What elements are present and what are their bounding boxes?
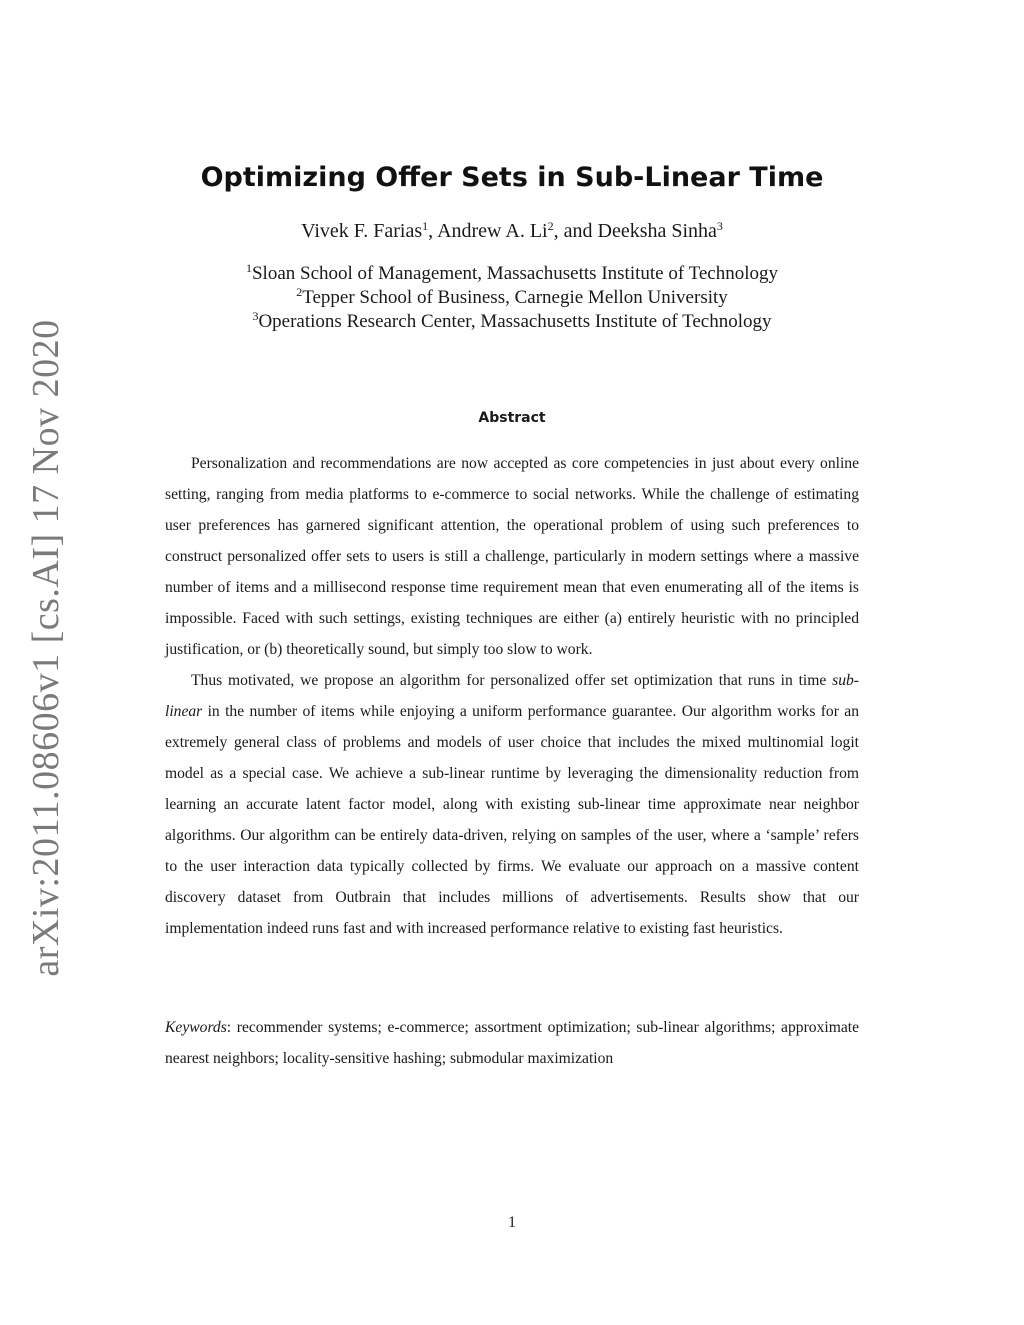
abstract-text: in the number of items while enjoying a uniform performance guarantee. Our algorithm works for an extremely general class of problems and models of user choice that includes the mixed multinomial logit model as a special case. We achieve a sub-linear runtime by leveraging the dimensionality reduction from learning an accurate latent factor model, along with existing sub-linear time approximate near neighbor algorithms. Our algorithm can be entirely data-driven, relying on samples of the user, where a ‘sample’ refers to the user interaction data typically collected by firms. We evaluate our approach on a massive content discovery dataset from Outbrain that includes millions of advertisements. Results show that our implementation indeed runs fast and with increased performance relative to existing fast heuristics.: [165, 703, 859, 937]
author-list: [0, 220, 1024, 243]
abstract-paragraph: [165, 665, 859, 944]
keywords-text: : recommender systems; e-commerce; assortment optimization; sub-linear algorithms; approximate nearest neighbors; locality-sensitive hashing; submodular maximization: [165, 1019, 859, 1067]
affiliation-list: [0, 262, 1024, 334]
affiliation-line: [0, 310, 1024, 334]
affiliation-superscript: 1: [245, 261, 252, 275]
author-superscript: 3: [716, 219, 723, 233]
author-superscript: 1: [422, 219, 429, 233]
author-separator: , and: [553, 220, 598, 242]
abstract-heading: Abstract: [478, 410, 546, 426]
abstract-emphasis: sub-linear: [165, 672, 859, 720]
affiliation-text: Sloan School of Management, Massachusetts Institute of Technology: [251, 263, 778, 284]
author-separator: ,: [428, 220, 438, 242]
affiliation-text: Operations Research Center, Massachusetts Institute of Technology: [258, 311, 772, 332]
paper-title: Optimizing Offer Sets in Sub-Linear Time: [200, 162, 824, 193]
arxiv-identifier: arXiv:2011.08606v1 [cs.AI] 17 Nov 2020: [25, 319, 67, 977]
affiliation-line: [0, 262, 1024, 286]
page-number: 1: [508, 1214, 516, 1231]
affiliation-text: Tepper School of Business, Carnegie Mellon University: [302, 287, 728, 308]
author-name: Deeksha Sinha: [597, 220, 717, 242]
author-superscript: 2: [547, 219, 554, 233]
affiliation-line: [0, 286, 1024, 310]
abstract-body: [165, 448, 859, 944]
abstract-text: Thus motivated, we propose an algorithm for personalized offer set optimization that runs in time: [191, 672, 833, 689]
keywords: [165, 1012, 859, 1074]
author-name: Andrew A. Li: [437, 220, 548, 242]
abstract-paragraph: Personalization and recommendations are now accepted as core competencies in just about every online setting, ranging from media platforms to e-commerce to social networks. While the challenge of estimating user preferences has garnered significant attention, the operational problem of using such preferences to construct personalized offer sets to users is still a challenge, particularly in modern settings where a massive number of items and a millisecond response time requirement mean that even enumerating all of the items is impossible. Faced with such settings, existing techniques are either (a) entirely heuristic with no principled justification, or (b) theoretically sound, but simply too slow to work.: [165, 455, 859, 658]
keywords-label: Keywords: [165, 1019, 227, 1036]
affiliation-superscript: 2: [296, 285, 303, 299]
author-name: Vivek F. Farias: [301, 220, 423, 242]
affiliation-superscript: 3: [252, 309, 259, 323]
